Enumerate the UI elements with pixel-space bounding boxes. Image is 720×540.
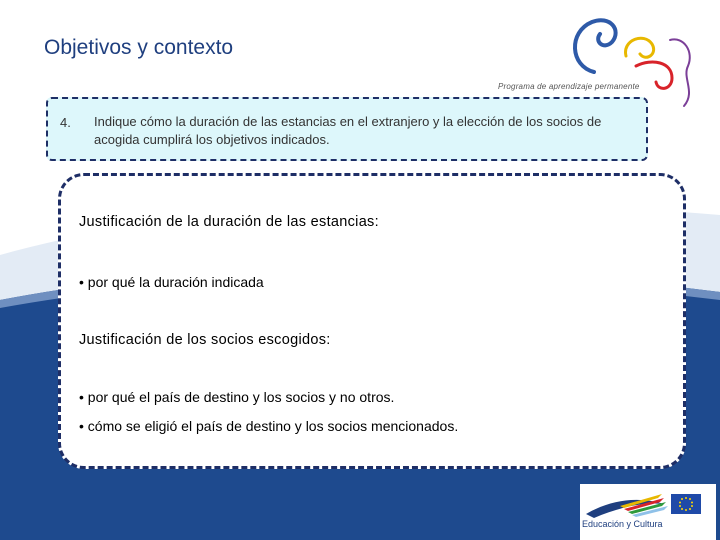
bullet-duration: • por qué la duración indicada [79,274,264,290]
heading-partners: Justificación de los socios escogidos: [79,332,331,348]
program-logo-text: Programa de aprendizaje permanente [498,82,640,91]
bullet-partners-1: • por qué el país de destino y los socios y no otros. [79,389,395,405]
answer-box [58,173,686,469]
slide-title: Objetivos y contexto [44,36,234,59]
eu-flag-icon [671,494,701,514]
bullet-partners-2: • cómo se eligió el país de destino y los socios mencionados. [79,418,459,434]
question-number: 4. [60,115,71,130]
question-text: Indique cómo la duración de las estancias en el extranjero y la elección de los socios de acogida cumplirá los objetivos indicados. [94,114,602,147]
heading-duration: Justificación de la duración de las estancias: [79,214,379,230]
question-box [46,97,648,161]
education-culture-text: Educación y Cultura [582,519,663,529]
